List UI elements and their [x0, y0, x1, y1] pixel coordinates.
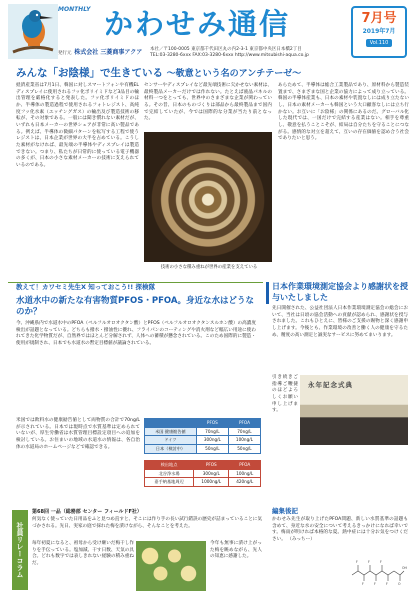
svg-text:F: F [356, 560, 358, 564]
issue-month: 7月号 [361, 11, 397, 26]
table-header-row [145, 461, 261, 470]
masthead [0, 0, 419, 62]
accent-bar [266, 282, 269, 304]
table-cell: 嘉手納基地周辺 [145, 478, 194, 487]
lead-title: みんな「お陰様」で生きている [16, 67, 163, 79]
column-section-label: 社員リレーコラム [12, 510, 28, 590]
table-header-row [145, 419, 261, 428]
table-header: PFOS [194, 461, 229, 470]
publisher-contact: TEL:03-3280-6xxx FAX:03-3280-6xxx http://www.mitsubishi-aqua.co.jp [150, 53, 309, 58]
column-title: 第68回 一品（総務部 センター フィールドF社） [32, 509, 142, 515]
spiral-staircase-photo [144, 132, 272, 262]
award-headline [272, 282, 410, 304]
table-header: PFOS [196, 419, 228, 428]
svg-text:O: O [398, 582, 401, 586]
table-row [145, 469, 261, 478]
publisher-address: 本社／〒100-0005 東京都千代田区丸の内2-3-1 東京都中央区日本橋2丁目 [150, 47, 302, 52]
svg-text:OH: OH [402, 566, 407, 570]
issue-date: 2019年7月 [362, 27, 396, 35]
table-cell: 100ng/L [228, 436, 260, 445]
monthly-label: MONTHLY [58, 6, 91, 13]
table-cell: 100ng/L [229, 469, 261, 478]
newsletter-title: かわせみ通信 [104, 7, 291, 41]
lead-headline [16, 66, 408, 80]
table-row [145, 436, 261, 445]
pfos-title: 水道水中の新たな有害物質PFOS・PFOA。身近な水はどうなのか？ [16, 296, 254, 318]
table-header: PFOA [228, 419, 260, 428]
table-cell: 米国 健康勧告値 [145, 427, 197, 436]
ceremony-sign: 永年記念式典 [308, 381, 353, 389]
editor-note-text: かわせみ先生が取り上げたPFOA問題、新しい水質基準の話題も含めて、身近な水の安全について考えるきっかけになれば幸いです。梅雨が明ければ本格的な夏。熱中症には十分お気をつけください。 [272, 517, 408, 542]
table-row [145, 445, 261, 454]
table-cell: 70ng/L [228, 427, 260, 436]
publisher-bar [58, 47, 348, 59]
svg-text:F: F [362, 582, 364, 586]
publisher-name [58, 47, 142, 58]
column-body: 何気なく使っていた日用品をふと見つめ直すと、そこには作り手の長い試行錯誤の歴史が詰まっていることに気づかされる。先日、実家の庭で採れた梅を漬けながら、そんなことを考えた。 [32, 517, 262, 529]
column-body-3: 今年も無事に漬け上がった梅を眺めながら、先人の知恵に感謝した。 [210, 541, 262, 560]
table-cell: 1000ng/L [194, 478, 229, 487]
svg-text:F: F [386, 582, 388, 586]
table-row [145, 427, 261, 436]
table-cell: ドイツ [145, 436, 197, 445]
detection-table [144, 460, 261, 487]
svg-text:F: F [368, 560, 370, 564]
table-cell: 北谷浄水場 [145, 469, 194, 478]
lead-column-1: 経済産業省は7月1日、韓国に対しスマートフォンや有機ELディスプレイに使用されるフッ化ポリイミドなど3品目の輸出管理を厳格化すると発表した。フッ化ポリイミドのほか、半導体の製造過程で使用されるフォトレジスト、高純度フッ化水素（エッチングガス）の輸出及び製造技術の移転が、その対象である。一般には聞き慣れない素材だが、いずれも日本メーカーの世界シェアが非常に高い製品である。例えば、半導体の微細パターンを転写する工程で使うレジストは、日本企業が世界の大半を占めている。こうした素材がなければ、最先端の半導体やディスプレイは製造できない。つまり、私たちが日常的に使っている電子機器の多くが、日本の小さな素材メーカーの技術に支えられているのである。 [16, 83, 139, 168]
svg-text:F: F [374, 582, 376, 586]
award-body-2: 引き続きご指導ご鞭撻のほどよろしくお願い申し上げます。 [272, 375, 298, 414]
issue-volume: Vol.110 [366, 39, 393, 48]
table-cell: 70ng/L [196, 427, 228, 436]
table-header [145, 419, 197, 428]
svg-text:F: F [380, 560, 382, 564]
table-cell: 日本（検討中） [145, 445, 197, 454]
table-cell: 50ng/L [196, 445, 228, 454]
pfos-body: 今、沖縄県内で水道水中のPFOA（ペルフルオロオクタン酸）とPFOS（ペルフルオロオクタンスルホン酸）の高濃度検出が話題となっている。どちらも撥水・撥油性に優れ、フライパンのコーティングや消火剤など幅広い用途に使われてきた化学物質だが、自然界ではほとんど分解されず、人体への蓄積が懸念されている。このため国際的に製造・使用が規制され、日本でも水道水の暫定目標値が議論されている。 [16, 321, 256, 346]
column-body-2: 毎年初夏になると、祖母から受け継いだ梅干し作りを手伝っている。塩加減、干す日数、天気の具合。どれも数字では表しきれない経験の積み重ねだ。 [32, 541, 134, 566]
guideline-table [144, 418, 261, 454]
table-cell: 50ng/L [228, 445, 260, 454]
issue-badge [351, 6, 407, 58]
chemical-structure-diagram [348, 545, 406, 589]
kingfisher-logo [8, 4, 58, 59]
photo-caption: 技術の小さな積み重ねが世界の産業を支えている [160, 265, 258, 270]
publisher-company: 株式会社 三菱商事アクア [74, 49, 143, 56]
table-header: 検出地点 [145, 461, 194, 470]
table-cell: 420ng/L [229, 478, 261, 487]
pfos-body-2: 米国では飲料水の健康勧告値として両物質の合計で70ng/Lが示されている。日本では現時点で水質基準は定められていないが、厚生労働省は水質管理目標設定項目への追加を検討している。お住まいの地域の水道水の情報は、各自治体の水道局のホームページなどで確認できる。 [16, 418, 140, 450]
lead-column-2: センサーやディスプレイなど最先端技術に欠かせない素材は、最終製品メーカーだけでは作れない。たとえば液晶パネルの材料一つをとっても、世界中のさまざまな企業が関わっている。その昔、日本のものづくりは部品から最終製品まで国内で完結していたが、今では国際的な分業が当たり前となった。 [144, 83, 272, 122]
pickled-plums-photo [136, 541, 206, 591]
award-title: 日本作業環境測定協会より感謝状を授与いたしました [272, 282, 408, 302]
publisher-prefix: 発行元 [58, 51, 72, 56]
award-ceremony-photo [300, 375, 408, 445]
table-cell: 300ng/L [196, 436, 228, 445]
lead-column-3: あらためて、半導体は総合工業製品であり、原材料から製造装置まで、さまざまな国と企業の協力によって成り立っている。韓国の半導体産業も、日本の素材や装置なしには成り立たないし、日本の素材メーカーも韓国という大口顧客なしには立ち行かない。お互いに「お陰様」の関係にあるのだ。グローバル化した現代では、一国だけで完結する産業はない。相手を尊重し、敬意を払うことこそが、結局は自分たちを守ることにつながる。感情的な対立を超えて、互いの存在価値を認め合う社会でありたいと思う。 [278, 83, 409, 142]
editor-note-heading: 編集後記 [272, 507, 298, 515]
award-body: 先日開催された、公益社団法人日本作業環境測定協会の総会において、当社は日頃の協会活動への貢献が認められ、感謝状を授与されました。これもひとえに、皆様のご支援の賜物と深く感謝申し上げます。今後とも、作業環境の改善と働く人の健康を守るため、精度の高い測定と誠実なサービスに努めてまいります。 [272, 306, 408, 338]
table-cell: 300ng/L [194, 469, 229, 478]
lead-subtitle: 〜敬意という名のアンチテーゼ〜 [166, 69, 302, 79]
editor-signature: （みっちー） [287, 536, 315, 542]
table-row [145, 478, 261, 487]
series-heading: 教えて！カワセミ先生X 知っておこう!! 探検隊 [16, 283, 155, 291]
table-header: PFOA [229, 461, 261, 470]
